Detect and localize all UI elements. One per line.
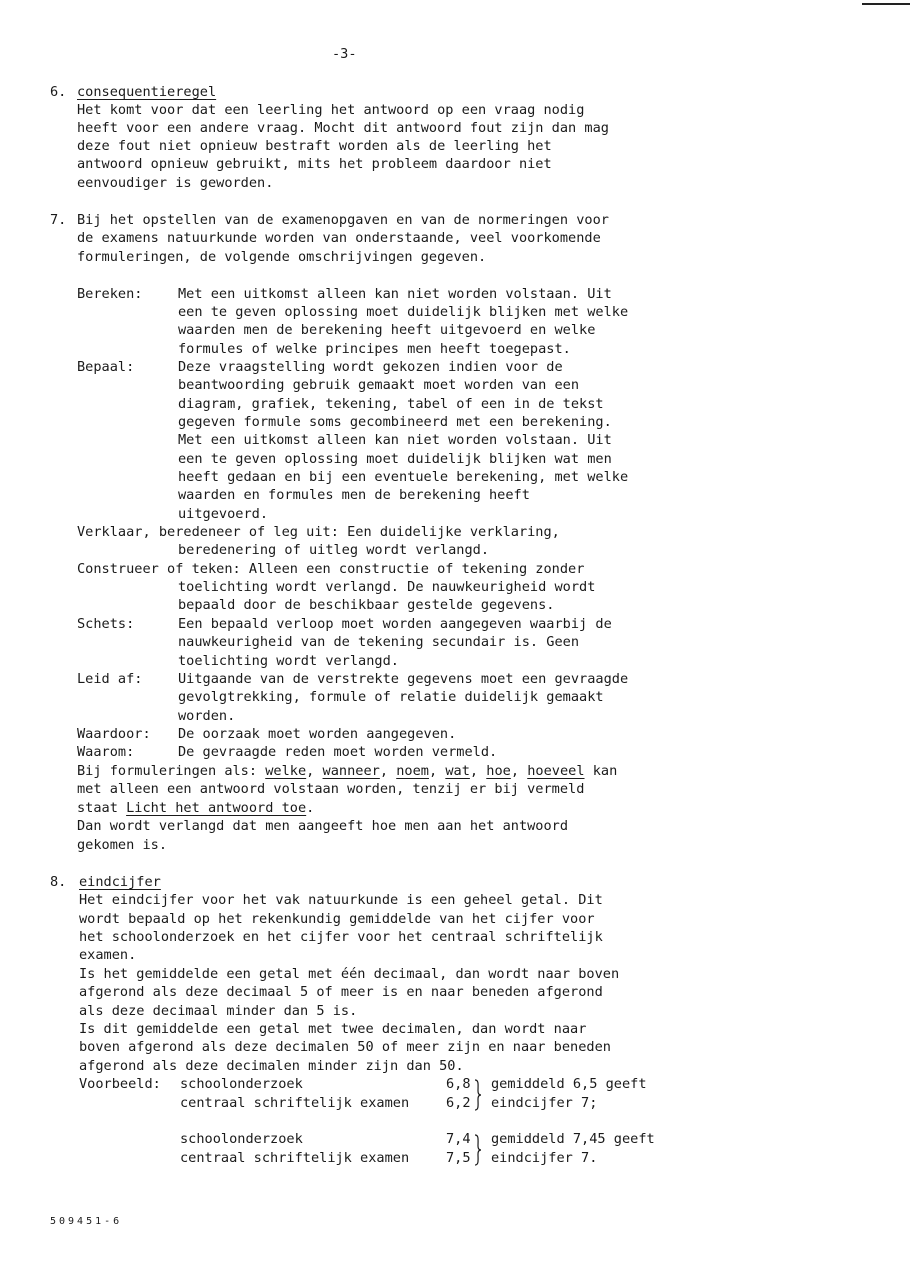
text-line: Met een uitkomst alleen kan niet worden volstaan. Uit — [178, 286, 612, 302]
text-line: gevolgtrekking, formule of relatie duidelijk gemaakt — [178, 689, 604, 705]
text-line: beantwoording gebruik gemaakt moet worden van een — [178, 377, 580, 393]
text-line: formules of welke principes men heeft toegepast. — [178, 341, 571, 357]
keyword-hoeveel: hoeveel — [527, 763, 585, 779]
text-line: Een bepaald verloop moet worden aangegeven waarbij de — [178, 616, 612, 632]
text-line: De gevraagde reden moet worden vermeld. — [178, 744, 498, 760]
keyword-welke: welke — [265, 763, 307, 779]
text-line: Dan wordt verlangd dat men aangeeft hoe men aan het antwoord — [77, 818, 569, 834]
example-row-label: centraal schriftelijk examen — [180, 1150, 410, 1166]
definition-term: Schets: — [77, 616, 135, 632]
text-run: kan — [584, 763, 618, 779]
definition-term: Bereken: — [77, 286, 143, 302]
section-8-number: 8. — [50, 874, 67, 890]
keyword-wanneer: wanneer — [322, 763, 380, 779]
keyword-noem: noem — [396, 763, 429, 779]
text-line: Construeer of teken: Alleen een constructie of tekening zonder — [77, 561, 585, 577]
example-row-label: centraal schriftelijk examen — [180, 1095, 410, 1111]
text-line: afgerond als deze decimalen minder zijn dan 50. — [79, 1058, 464, 1074]
text-line: Het eindcijfer voor het vak natuurkunde is een geheel getal. Dit — [79, 892, 603, 908]
definition-term: Bepaal: — [77, 359, 135, 375]
text-line: een te geven oplossing moet duidelijk blijken met welke — [178, 304, 629, 320]
text-line: toelichting wordt verlangd. De nauwkeurigheid wordt — [178, 579, 596, 595]
text-line: Het komt voor dat een leerling het antwoord op een vraag nodig — [77, 102, 585, 118]
example-result: eindcijfer 7. — [491, 1150, 598, 1166]
text-line: gegeven formule soms gecombineerd met een berekening. — [178, 414, 612, 430]
definition-term: Leid af: — [77, 671, 143, 687]
text-line: waarden men de berekening heeft uitgevoerd en welke — [178, 322, 596, 338]
text-line: heeft gedaan en bij een eventuele berekening, met welke — [178, 469, 629, 485]
example-row-value: 6,2 — [446, 1095, 471, 1111]
text-line: Verklaar, beredeneer of leg uit: Een duidelijke verklaring, — [77, 524, 560, 540]
text-line: waarden en formules men de berekening heeft — [178, 487, 530, 503]
text-line: eenvoudiger is geworden. — [77, 175, 274, 191]
text-line: wordt bepaald op het rekenkundig gemiddelde van het cijfer voor — [79, 911, 595, 927]
text-run: staat — [77, 800, 127, 816]
text-line: de examens natuurkunde worden van onderstaande, veel voorkomende — [77, 230, 601, 246]
example-row-value: 6,8 — [446, 1076, 471, 1092]
text-line: een te geven oplossing moet duidelijk blijken wat men — [178, 451, 612, 467]
text-line: gekomen is. — [77, 837, 168, 853]
text-line: toelichting wordt verlangd. — [178, 653, 399, 669]
text-line: Met een uitkomst alleen kan niet worden volstaan. Uit — [178, 432, 612, 448]
section-6-number: 6. — [50, 84, 67, 100]
example-row-label: schoolonderzoek — [180, 1076, 303, 1092]
example-row-label: schoolonderzoek — [180, 1131, 303, 1147]
text-line: afgerond als deze decimaal 5 of meer is en naar beneden afgerond — [79, 984, 603, 1000]
text-run: . — [306, 800, 315, 816]
text-line: nauwkeurigheid van de tekening secundair is. Geen — [178, 634, 580, 650]
text-line: Deze vraagstelling wordt gekozen indien voor de — [178, 359, 563, 375]
example-row-value: 7,5 — [446, 1150, 471, 1166]
footer-code: 509451-6 — [50, 1216, 123, 1227]
definition-term: Waardoor: — [77, 726, 151, 742]
text-line: het schoolonderzoek en het cijfer voor het centraal schriftelijk — [79, 929, 603, 945]
underlined-phrase: Licht het antwoord toe — [126, 800, 307, 816]
definition-term: Waarom: — [77, 744, 135, 760]
curly-brace-icon — [473, 1134, 483, 1166]
example-label: Voorbeeld: — [79, 1076, 161, 1092]
example-result: gemiddeld 6,5 geeft — [491, 1076, 647, 1092]
section-7-number: 7. — [50, 212, 67, 228]
text-line: Is dit gemiddelde een getal met twee decimalen, dan wordt naar — [79, 1021, 587, 1037]
text-line: De oorzaak moet worden aangegeven. — [178, 726, 457, 742]
example-row-value: 7,4 — [446, 1131, 471, 1147]
text-line: bepaald door de beschikbaar gestelde gegevens. — [178, 597, 555, 613]
example-result: gemiddeld 7,45 geeft — [491, 1131, 655, 1147]
corner-mark — [862, 3, 910, 5]
text-line: Bij het opstellen van de examenopgaven en van de normeringen voor — [77, 212, 609, 228]
text-line: als deze decimaal minder dan 5 is. — [79, 1003, 358, 1019]
text-line: antwoord opnieuw gebruikt, mits het probleem daardoor niet — [77, 156, 552, 172]
keyword-hoe: hoe — [486, 763, 511, 779]
text-line: Is het gemiddelde een getal met één decimaal, dan wordt naar boven — [79, 966, 620, 982]
text-line: formuleringen, de volgende omschrijvingen gegeven. — [77, 249, 487, 265]
text-line: boven afgerond als deze decimalen 50 of meer zijn en naar beneden — [79, 1039, 611, 1055]
text-line: heeft voor een andere vraag. Mocht dit antwoord fout zijn dan mag — [77, 120, 609, 136]
page-number: -3- — [332, 46, 357, 62]
text-line: diagram, grafiek, tekening, tabel of een in de tekst — [178, 396, 604, 412]
text-line: Bij formuleringen als: welke, wanneer, noem, wat, hoe, hoeveel kan — [77, 763, 618, 779]
section-8-title: eindcijfer — [79, 874, 161, 890]
text-line: worden. — [178, 708, 236, 724]
text-line: uitgevoerd. — [178, 506, 269, 522]
text-line: met alleen een antwoord volstaan worden, tenzij er bij vermeld — [77, 781, 585, 797]
text-line: beredenering of uitleg wordt verlangd. — [178, 542, 489, 558]
curly-brace-icon — [473, 1079, 483, 1111]
keyword-wat: wat — [445, 763, 470, 779]
text-line: Uitgaande van de verstrekte gegevens moet een gevraagde — [178, 671, 629, 687]
text-run: Bij formuleringen als: — [77, 763, 266, 779]
section-6-title: consequentieregel — [77, 84, 217, 100]
example-result: eindcijfer 7; — [491, 1095, 598, 1111]
text-line: deze fout niet opnieuw bestraft worden als de leerling het — [77, 138, 552, 154]
text-line: examen. — [79, 947, 137, 963]
text-line — [77, 799, 314, 817]
